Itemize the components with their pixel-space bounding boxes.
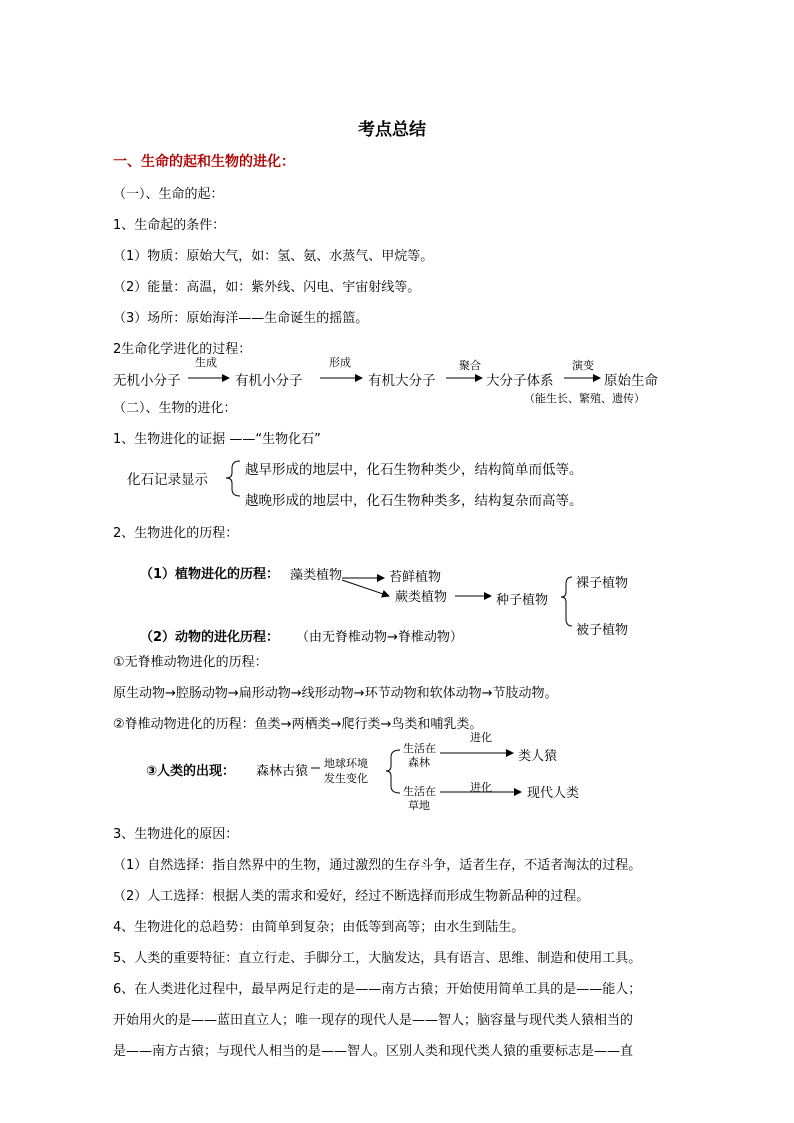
condition-place: （3）场所：原始海洋——生命诞生的摇篮。: [113, 311, 369, 326]
invertebrate-course: 原生动物→腔肠动物→扁形动物→线形动物→环节动物和软体动物→节肢动物。: [113, 686, 558, 701]
evolve-label-top: 进化: [470, 731, 492, 744]
fossil-brace: [226, 461, 240, 496]
arrow-label-polymerize: 聚合: [459, 359, 481, 372]
human-ancestor: 森林古猿: [256, 764, 309, 779]
course-heading: 2、生物进化的历程：: [113, 526, 239, 541]
chemical-evolution-heading: 2生命化学进化的过程：: [113, 342, 252, 357]
modern-human: 现代人类: [527, 786, 580, 801]
forest-line1: 生活在: [403, 742, 436, 755]
para6-line2: 开始用火的是——蓝田直立人；唯一现存的现代人是——智人；脑容量与现代类人猿相当的: [113, 1013, 634, 1028]
fossil-late-strata: 越晚形成的地层中，化石生物种类多，结构复杂而高等。: [245, 493, 583, 509]
node-organic-large: 有机大分子: [368, 373, 436, 389]
node-inorganic-small: 无机小分子: [113, 373, 181, 389]
condition-energy: （2）能量：高温，如：紫外线、闪电、宇宙射线等。: [113, 280, 421, 295]
env-change-line1: 地球环境: [324, 757, 368, 770]
section-heading-origin-evolution: 一、生命的起和生物的进化：: [113, 154, 295, 170]
node-macromolecule-system: 大分子体系: [486, 373, 554, 389]
plant-algae: 藻类植物: [290, 568, 343, 583]
plant-fern: 蕨类植物: [395, 590, 448, 605]
plant-evolution-label: （1）植物进化的历程：: [140, 567, 280, 582]
plant-brace: [561, 577, 572, 626]
plant-gymnosperm: 裸子植物: [576, 576, 629, 591]
cause-heading: 3、生物进化的原因：: [113, 827, 239, 842]
human-brace: [386, 750, 400, 793]
anthropoid-ape: 类人猿: [518, 749, 558, 764]
cause-artificial-selection: （2）人工选择：根据人类的需求和爱好，经过不断选择而形成生物新品种的过程。: [113, 889, 590, 904]
cause-natural-selection: （1）自然选择：指自然界中的生物，通过激烈的生存斗争，适者生存，不适者淘汰的过程。: [113, 858, 642, 873]
node-primitive-life: 原始生命: [604, 373, 658, 389]
primitive-life-note: （能生长、繁殖、遗传）: [524, 392, 645, 405]
arrow-algae-fern: [342, 580, 389, 596]
condition-material: （1）物质：原始大气，如：氢、氨、水蒸气、甲烷等。: [113, 249, 434, 264]
fossil-early-strata: 越早形成的地层中，化石生物种类少，结构简单而低等。: [245, 462, 583, 478]
plant-angiosperm: 被子植物: [576, 623, 629, 638]
evolve-label-bottom: 进化: [470, 781, 492, 794]
animal-evolution-label: （2）动物的进化历程：: [140, 630, 280, 645]
page-title: 考点总结: [358, 120, 426, 140]
evolution-trend: 4、生物进化的总趋势：由简单到复杂；由低等到高等；由水生到陆生。: [113, 920, 525, 935]
arrow-label-evolve: 演变: [572, 359, 594, 372]
invertebrate-heading: ①无脊椎动物进化的历程：: [113, 655, 268, 670]
human-emergence-label: ③人类的出现：: [146, 764, 236, 779]
grassland-line2: 草地: [408, 799, 430, 812]
forest-line2: 森林: [408, 756, 430, 769]
fossil-label: 化石记录显示: [127, 472, 208, 488]
evidence-heading: 1、生物进化的证据 ——“生物化石”: [113, 432, 321, 447]
vertebrate-course: ②脊椎动物进化的历程：鱼类→两栖类→爬行类→鸟类和哺乳类。: [113, 717, 483, 732]
arrow-label-generate: 生成: [195, 356, 217, 369]
node-organic-small: 有机小分子: [235, 373, 303, 389]
para6-line3: 是——南方古猿；与现代人相当的是——智人。区别人类和现代类人猿的重要标志是——直: [113, 1044, 634, 1059]
human-features: 5、人类的重要特征：直立行走、手脚分工，大脑发达，具有语言、思维、制造和使用工具。: [113, 951, 642, 966]
plant-seed: 种子植物: [496, 593, 549, 608]
plant-moss: 苔鲜植物: [389, 570, 442, 585]
para6-line1: 6、在人类进化过程中，最早两足行走的是——南方古猿；开始使用简单工具的是——能人；: [113, 982, 642, 997]
subheading-origin: （一）、生命的起：: [113, 187, 224, 202]
animal-evolution-note: （由无脊椎动物→脊椎动物）: [296, 630, 463, 645]
subheading-evolution: （二）、生物的进化：: [113, 401, 237, 416]
arrow-label-form: 形成: [329, 356, 351, 369]
grassland-line1: 生活在: [403, 785, 436, 798]
env-change-line2: 发生变化: [324, 772, 368, 785]
conditions-heading: 1、生命起的条件：: [113, 218, 226, 233]
